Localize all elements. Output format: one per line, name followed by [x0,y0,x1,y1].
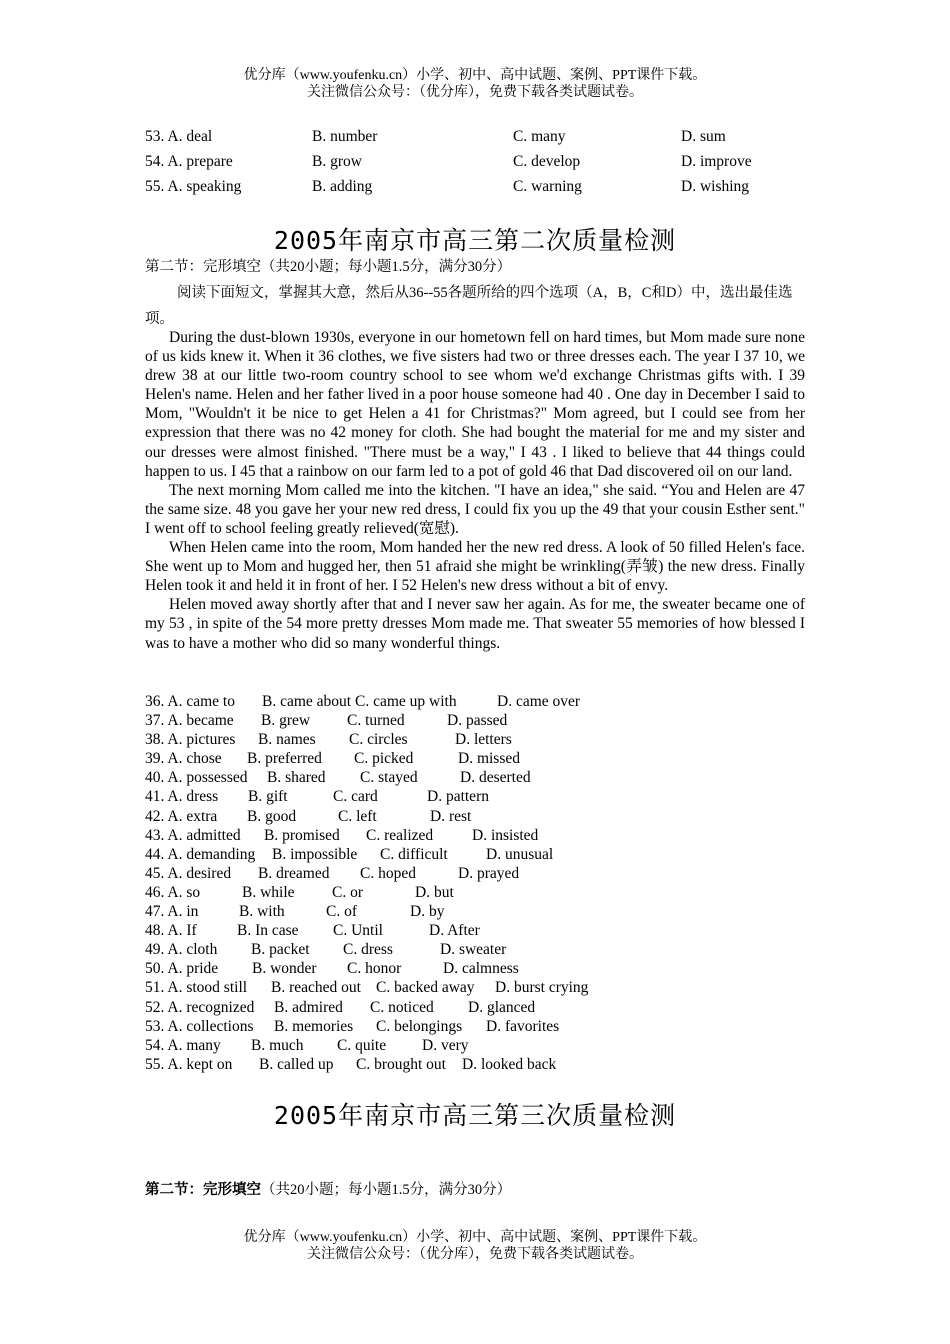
option-b: B. with [239,903,285,921]
section-heading-rest: （共20小题；每小题1.5分，满分30分） [261,1182,512,1198]
option-c: C. picked [354,750,414,768]
option-b: B. adding [312,178,373,195]
option-a: 53. A. deal [145,128,213,145]
option-b: B. much [251,1036,304,1054]
option-d: D. very [422,1036,469,1054]
option-d: D. calmness [443,960,519,978]
option-a: 52. A. recognized [145,998,255,1016]
option-c: C. dress [343,941,393,959]
option-c: C. difficult [380,845,448,863]
option-d: D. sweater [440,941,507,959]
option-a: 54. A. many [145,1036,221,1054]
previous-questions [145,127,825,202]
instructions: 阅读下面短文，掌握其大意，然后从36--55各题所给的四个选项（A，B，C和D）中，选出最佳选项。 [145,285,793,327]
option-a: 50. A. pride [145,960,219,978]
option-b: B. preferred [247,750,322,768]
option-d: D. missed [458,750,520,768]
option-c: C. circles [349,731,408,749]
exam-title-third: 2005年南京市高三第三次质量检测 [273,1101,677,1130]
option-d: D. came over [497,693,581,710]
option-a: 49. A. cloth [145,941,218,959]
option-b: B. grew [261,712,311,730]
option-c: C. many [513,128,566,145]
option-a: 48. A. If [145,922,197,940]
option-c: C. honor [347,960,402,978]
option-d: D. insisted [472,826,539,844]
option-c: C. Until [333,922,383,940]
option-b: B. wonder [252,960,317,978]
option-c: C. hoped [360,864,416,882]
exam-title-second: 2005年南京市高三第二次质量检测 [273,226,677,255]
option-b: B. shared [267,769,326,787]
option-b: B. dreamed [258,864,330,882]
option-c: C. belongings [376,1017,463,1035]
header-line-1: 优分库（www.youfenku.cn）小学、初中、高中试题、案例、PPT课件下载。 [243,68,707,83]
option-c: C. of [326,903,357,921]
option-c: C. came up with [355,693,457,710]
option-b: B. gift [248,788,288,806]
option-b: B. number [312,128,378,145]
option-a: 51. A. stood still [145,979,248,997]
option-d: D. wishing [681,178,750,195]
option-c: C. noticed [370,998,434,1016]
footer-line-2: 关注微信公众号：（优分库），免费下载各类试题试卷。 [307,1247,643,1262]
option-d: D. unusual [486,845,554,863]
option-b: B. while [242,883,295,901]
option-b: B. names [258,731,316,749]
section-heading-bold: 第二节：完形填空 [145,1182,261,1198]
option-a: 53. A. collections [145,1017,254,1035]
option-d: D. burst crying [495,979,589,997]
option-a: 41. A. dress [145,788,219,806]
option-a: 55. A. speaking [145,178,242,195]
option-b: B. packet [251,941,310,959]
cloze-passage [145,328,805,653]
option-a: 37. A. became [145,712,234,730]
option-d: D. rest [430,807,472,825]
option-d: D. glanced [468,998,536,1016]
question-row [145,127,825,152]
passage-paragraph: The next morning Mom called me into the kitchen. "I have an idea," she said. “You and Helen are 47 the same size. 48 you gave her your new red dress, I could fix you up the 49 that your cousin Esther sent." I went off to school feeling greatly relieved(宽慰). [145,481,805,537]
passage-paragraph: When Helen came into the room, Mom handed her the new red dress. A look of 50 filled Helen's face. She went up to Mom and hugged her, then 51 afraid she might be wrinkling(弄皱) the new dress. Finally Helen took it and held it in front of her. I 52 Helen's new dress without a bit of envy. [145,539,805,595]
option-c: C. or [332,883,363,901]
option-b: B. impossible [272,845,358,863]
option-a: 46. A. so [145,883,201,901]
option-c: C. develop [513,153,581,170]
option-b: B. memories [274,1017,354,1035]
option-c: C. left [338,807,377,825]
option-a: 36. A. came to [145,693,235,710]
option-d: D. passed [447,712,508,730]
page-header [0,67,950,101]
option-d: D. After [429,922,480,940]
option-b: B. promised [264,826,340,844]
option-c: C. backed away [376,979,475,997]
option-d: D. letters [455,731,512,749]
option-d: D. pattern [427,788,489,806]
option-c: C. realized [366,826,434,844]
passage-paragraph: Helen moved away shortly after that and I never saw her again. As for me, the sweater became one of my 53 , in spite of the 54 more pretty dresses Mom made me. That sweater 55 memories of how blessed I was to have a mother who did so many wonderful things. [145,596,805,652]
option-c: C. stayed [360,769,418,787]
option-c: C. quite [337,1036,387,1054]
page-footer [0,1229,950,1263]
option-a: 40. A. possessed [145,769,248,787]
option-b: B. In case [237,922,299,940]
option-a: 39. A. chose [145,750,222,768]
option-a: 55. A. kept on [145,1055,233,1073]
option-a: 42. A. extra [145,807,218,825]
option-c: C. turned [347,712,405,730]
option-d: D. by [410,903,445,921]
option-d: D. prayed [458,864,520,882]
option-c: C. card [333,788,378,806]
option-b: B. reached out [271,979,361,997]
option-a: 54. A. prepare [145,153,233,170]
header-line-2: 关注微信公众号：（优分库），免费下载各类试题试卷。 [307,85,643,100]
option-d: D. but [415,883,454,901]
option-d: D. improve [681,153,752,170]
option-b: B. grow [312,153,362,170]
footer-line-1: 优分库（www.youfenku.cn）小学、初中、高中试题、案例、PPT课件下载。 [243,1230,707,1245]
option-d: D. looked back [462,1055,557,1073]
option-b: B. called up [259,1055,334,1073]
option-b: B. admired [274,998,343,1016]
question-row [145,177,825,202]
option-d: D. deserted [460,769,531,787]
option-b: B. came about [262,693,352,710]
option-c: C. brought out [356,1055,446,1073]
option-a: 47. A. in [145,903,199,921]
question-row [145,152,825,177]
option-a: 44. A. demanding [145,845,256,863]
passage-paragraph: During the dust-blown 1930s, everyone in our hometown fell on hard times, but Mom made sure none of us kids knew it. When it 36 clothes, we five sisters had two or three dresses each. The year I 37 10, we drew 38 at our little two-room country school to see whom we'd exchange Christmas gifts with. I 39 Helen's name. Helen and her father lived in a poor house someone had 40 . One day in December I said to Mom, "Wouldn't it be nice to get Helen a 41 for Christmas?" Mom agreed, but I could see from her expression that there was no 42 money for cloth. She had bought the material for me and my sister and our dresses were almost finished. "There must be a way," I 43 . I liked to believe that 44 things could happen to us. I 45 that a rainbow on our farm led to a pot of gold 46 that Dad discovered oil on our land. [145,329,805,480]
option-a: 38. A. pictures [145,731,236,749]
option-b: B. good [247,807,297,825]
option-a: 45. A. desired [145,864,232,882]
option-c: C. warning [513,178,582,195]
option-d: D. sum [681,128,726,145]
option-d: D. favorites [486,1017,560,1035]
option-a: 43. A. admitted [145,826,241,844]
section-heading-2 [145,1178,511,1199]
section-heading: 第二节：完形填空（共20小题；每小题1.5分，满分30分） [145,259,512,275]
